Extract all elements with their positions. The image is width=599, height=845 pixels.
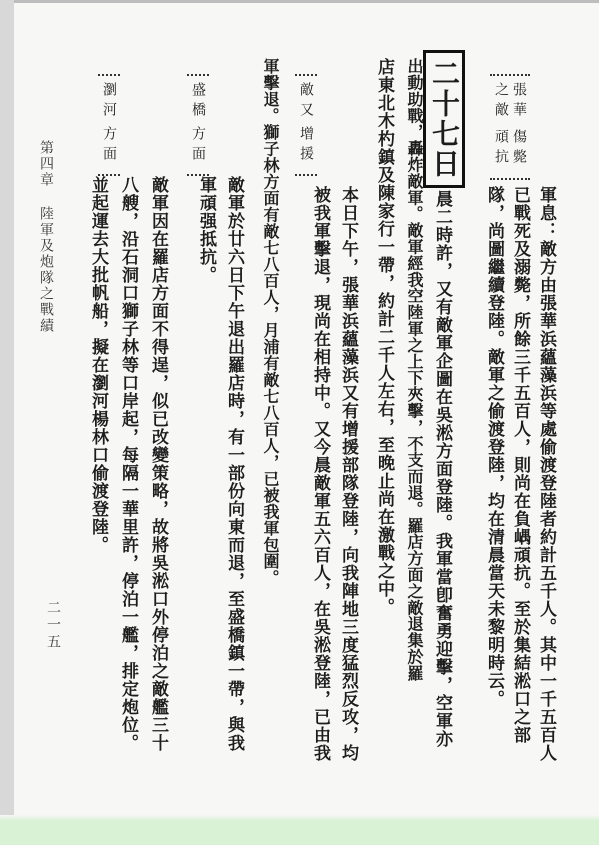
text-column: 出動助戰，轟炸敵軍。敵軍經我空陸軍之上下夾擊，不支而退。羅店方面之敵退集於羅 <box>405 58 424 682</box>
text-column: 已戰死及溺斃，所餘三千五百人，則尚在負嵎頑抗。至於集結淞口之部 <box>510 186 530 744</box>
scan-top-edge <box>14 0 599 3</box>
margin-note-line: 敵又 <box>298 82 314 122</box>
text-column: 八艘，沿石洞口獅子林等口岸起，每隔一華里許，停泊一艦，排定炮位。 <box>118 176 138 752</box>
scan-left-margin <box>0 0 14 845</box>
margin-note-liuhe <box>98 74 120 176</box>
margin-note-line: 傷斃頑抗 <box>493 129 527 169</box>
text-column: 隊，尚圖繼續登陸。敵軍之偷渡登陸，均在清晨當天未黎明時云。 <box>484 186 504 708</box>
margin-note-line: 方面 <box>101 126 117 166</box>
margin-note-zhanghua <box>490 74 530 180</box>
text-column: 店東北木杓鎮及陳家行一帶，約計二千人左右，至晚止尚在激戰之中。 <box>374 58 394 616</box>
text-column: 晨二時許，又有敵軍企圖在吳淞方面登陸。我軍當卽奮勇迎擊，空軍亦 <box>432 190 452 748</box>
text-column: 被我軍擊退，現尚在相持中。又今晨敵軍五六百人，在吳淞登陸，已由我 <box>310 186 330 762</box>
date-heading: 二十七日 <box>423 50 465 188</box>
text-column: 軍息：敵方由張華浜蘊藻浜等處偷渡登陸者約計五千人。其中一千五百人 <box>536 186 556 762</box>
running-header <box>36 140 56 334</box>
margin-note-line: 張華之敵 <box>493 82 527 122</box>
chapter-title: 陸軍及炮隊之戰績 <box>38 206 54 334</box>
text-column: 本日下午，張華浜蘊藻浜又有增援部隊登陸，向我陣地三度猛烈反攻，均 <box>338 186 358 762</box>
text-column: 敵軍於廿六日下午退出羅店時，有一部份向東而退，至盛橋鎮一帶，與我 <box>224 176 244 752</box>
chapter-label: 第四章 <box>38 140 54 188</box>
margin-note-line: 瀏河 <box>101 82 117 122</box>
margin-note-line: 盛橋 <box>190 82 206 122</box>
margin-note-shengqiao <box>187 74 209 176</box>
margin-note-line: 方面 <box>190 126 206 166</box>
margin-note-reinforce <box>295 74 317 176</box>
viewer-bottom-band <box>0 821 599 845</box>
text-column: 軍頑强抵抗。 <box>196 176 216 284</box>
text-column: 軍擊退。獅子林方面有敵七八百人，月浦有敵七八百人，已被我軍包圍。 <box>261 58 280 586</box>
page-number: 二一五 <box>45 600 61 651</box>
text-column: 並起運去大批帆船，擬在瀏河楊林口偷渡登陸。 <box>88 176 108 554</box>
margin-note-line: 增援 <box>298 126 314 166</box>
text-column: 敵軍因在羅店方面不得逞，似已改變策略，故將吳淞口外停泊之敵艦三十 <box>148 176 168 752</box>
